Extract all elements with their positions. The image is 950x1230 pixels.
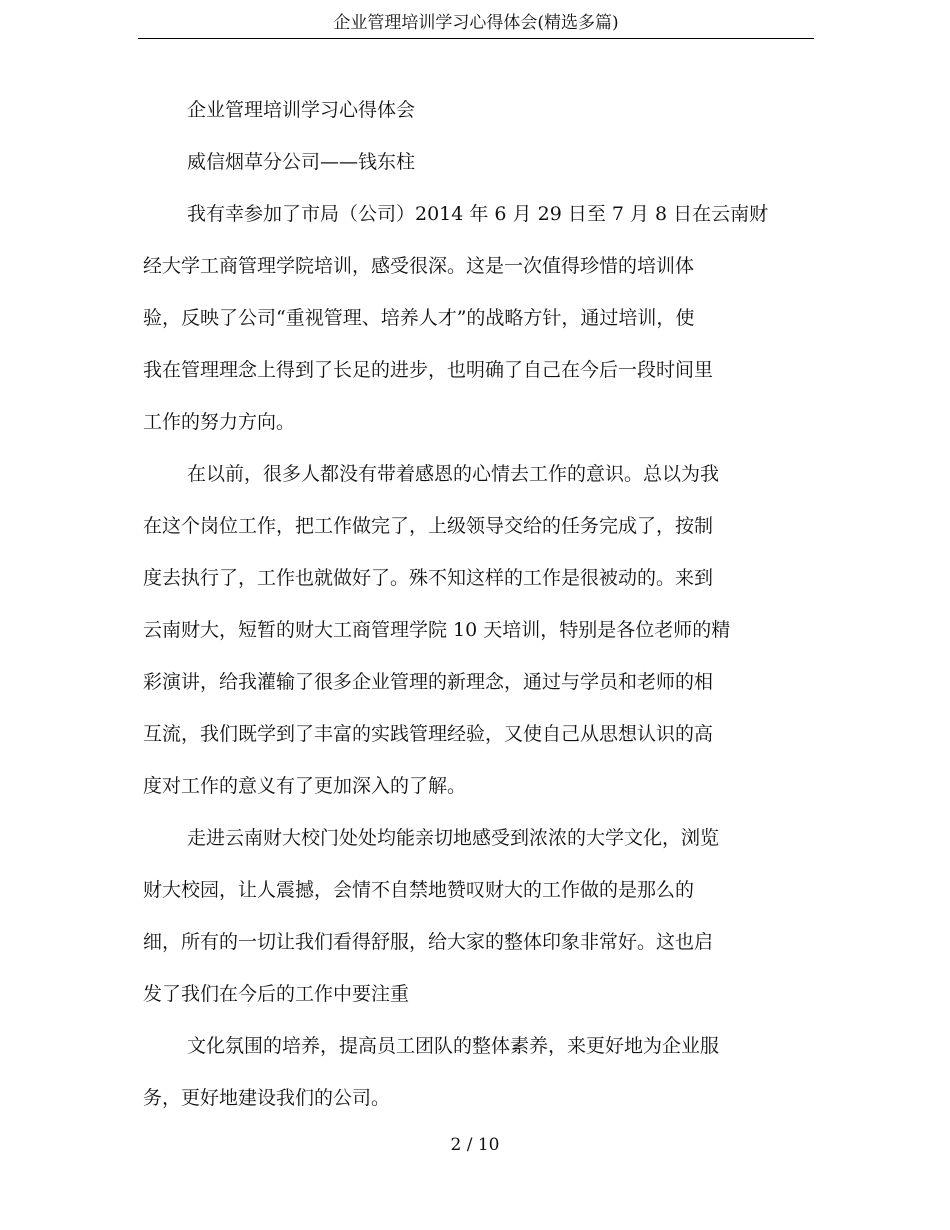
paragraph-line: 走进云南财大校门处处均能亲切地感受到浓浓的大学文化，浏览 [187, 827, 720, 849]
header-rule [138, 38, 814, 39]
paragraph-4 [143, 1020, 823, 1124]
paragraph-line: 在以前，很多人都没有带着感恩的心情去工作的意识。总以为我 [187, 463, 720, 485]
paragraph-line: 财大校园，让人震撼，会情不自禁地赞叹财大的工作做的是那么的 [143, 879, 695, 901]
paragraph-line: 互流，我们既学到了丰富的实践管理经验，又使自己从思想认识的高 [143, 723, 714, 745]
document-heading: 企业管理培训学习心得体会 [187, 99, 416, 121]
paragraph-2 [143, 448, 823, 812]
page-number: 2 / 10 [450, 1135, 500, 1155]
document-body [143, 84, 823, 1124]
paragraph-1 [143, 188, 823, 448]
paragraph-line: 验，反映了公司“重视管理、培养人才”的战略方针，通过培训，使 [143, 307, 695, 329]
paragraph-line: 工作的努力方向。 [143, 411, 296, 433]
paragraph-line: 彩演讲，给我灌输了很多企业管理的新理念，通过与学员和老师的相 [143, 671, 714, 693]
paragraph-line: 务，更好地建设我们的公司。 [143, 1087, 391, 1109]
paragraph-line: 度去执行了，工作也就做好了。殊不知这样的工作是很被动的。来到 [143, 567, 714, 589]
running-header: 企业管理培训学习心得体会(精选多篇) [333, 13, 619, 33]
author-line: 威信烟草分公司——钱东柱 [187, 151, 416, 173]
paragraph-line: 文化氛围的培养，提高员工团队的整体素养，来更好地为企业服 [187, 1035, 720, 1057]
paragraph-line: 云南财大，短暂的财大工商管理学院 10 天培训，特别是各位老师的精 [143, 619, 731, 641]
paragraph-line: 度对工作的意义有了更加深入的了解。 [143, 775, 467, 797]
paragraph-line: 经大学工商管理学院培训，感受很深。这是一次值得珍惜的培训体 [143, 255, 695, 277]
paragraph-line: 发了我们在今后的工作中要注重 [143, 983, 410, 1005]
paragraph-line: 我在管理理念上得到了长足的进步，也明确了自己在今后一段时间里 [143, 359, 714, 381]
paragraph-line: 细，所有的一切让我们看得舒服，给大家的整体印象非常好。这也启 [143, 931, 714, 953]
paragraph-line: 我有幸参加了市局（公司）2014 年 6 月 29 日至 7 月 8 日在云南财 [187, 203, 769, 225]
paragraph-3 [143, 812, 823, 1020]
paragraph-line: 在这个岗位工作，把工作做完了，上级领导交给的任务完成了，按制 [143, 515, 714, 537]
